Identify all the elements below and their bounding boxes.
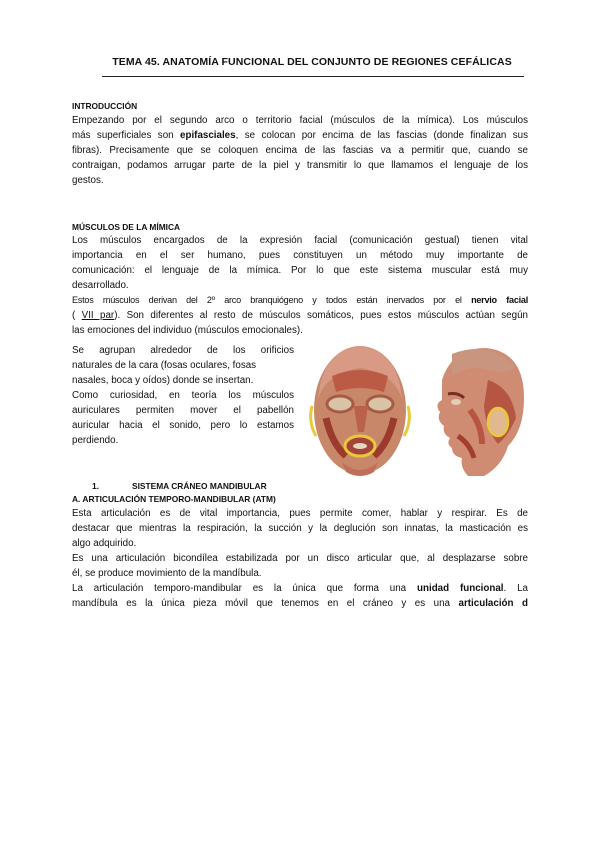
wrap-line: Se agrupan alrededor de los orificios [72,345,294,356]
mimica-line: comunicación: el lenguaje de la mímica. Por lo que este sistema muscular está muy [72,265,528,276]
atm-line: destacar que mientras la respiración, la succión y la deglución son innatas, la masticación es [72,523,528,534]
atm-line: Esta articulación es de vital importancia, pues permite comer, hablar y respirar. Es de [72,508,528,519]
title-rule [102,76,524,77]
intro-heading: INTRODUCCIÓN [72,101,138,111]
intro-line: Empezando por el segundo arco o territorio facial (músculos de la mímica). Los músculos [72,115,528,126]
unidad-funcional-term: unidad funcional [417,583,504,594]
wrap-line: auricular hacia el sonido, pero lo estamos [72,420,294,431]
articulacion-term: articulación d [458,598,528,609]
section-title: SISTEMA CRÁNEO MANDIBULAR [132,481,267,491]
wrap-line: nasales, boca y oídos) donde se insertan. [72,375,254,386]
intro-line: más superficiales son epifasciales, se colocan por encima de las fascias (donde finalizan sus [72,130,529,141]
facial-muscles-illustration [302,340,528,482]
wrap-line: naturales de la cara (fosas oculares, fosas [72,360,257,371]
section-number: 1. [92,481,99,491]
epifasciales-term: epifasciales [180,130,236,141]
mimica-line: Los músculos encargados de la expresión facial (comunicación gestual) tienen vital [72,235,528,246]
mimica-line: Estos músculos derivan del 2º arco branquiógeno y todos están inervados por el nervio facial [72,295,528,305]
mimica-line: ( VII par). Son diferentes al resto de músculos somáticos, pues estos músculos actúan según [72,310,528,321]
mimica-heading: MÚSCULOS DE LA MÍMICA [72,222,181,232]
wrap-line: Como curiosidad, en teoría los músculos [72,390,294,401]
intro-line: contraigan, podamos arrugar parte de la piel y transmitir lo que llamamos el lenguaje de los [72,160,528,171]
wrap-line: perdiendo. [72,435,119,446]
intro-line: fibras). Precisamente que se coloquen encima de las fascias va a permitir que, cuando se [72,145,528,156]
atm-paragraph [72,506,528,611]
mimica-wrap-paragraph [72,343,294,448]
atm-line: algo adquirido. [72,538,137,549]
atm-line: mandíbula es la única pieza móvil que tenemos en el cráneo y es una articulación d [72,598,528,609]
intro-line: gestos. [72,175,104,186]
intro-paragraph [72,113,528,188]
nervio-facial-term: nervio facial [471,295,528,305]
atm-line: Es una articulación bicondílea estabilizada por un disco articular que, al desplazarse sobre [72,553,528,564]
vii-par-term: VII par [81,310,115,321]
mimica-paragraph [72,233,528,338]
page-title: TEMA 45. ANATOMÍA FUNCIONAL DEL CONJUNTO DE REGIONES CEFÁLICAS [112,56,512,68]
mimica-line: desarrollado. [72,280,129,291]
atm-line: La articulación temporo-mandibular es la única que forma una unidad funcional. La [72,583,528,594]
wrap-line: auriculares permiten mover el pabellón [72,405,294,416]
mimica-line: las emociones del individuo (músculos emocionales). [72,325,303,336]
atm-subheading: A. ARTICULACIÓN TEMPORO-MANDIBULAR (ATM) [72,494,276,504]
sistema-heading [72,481,267,491]
profile-head-figure [437,348,524,476]
front-face-figure [311,346,410,476]
atm-line: él, se produce movimiento de la mandíbula. [72,568,262,579]
mimica-line: importancia en el ser humano, pues constituyen un método muy importante de [72,250,528,261]
